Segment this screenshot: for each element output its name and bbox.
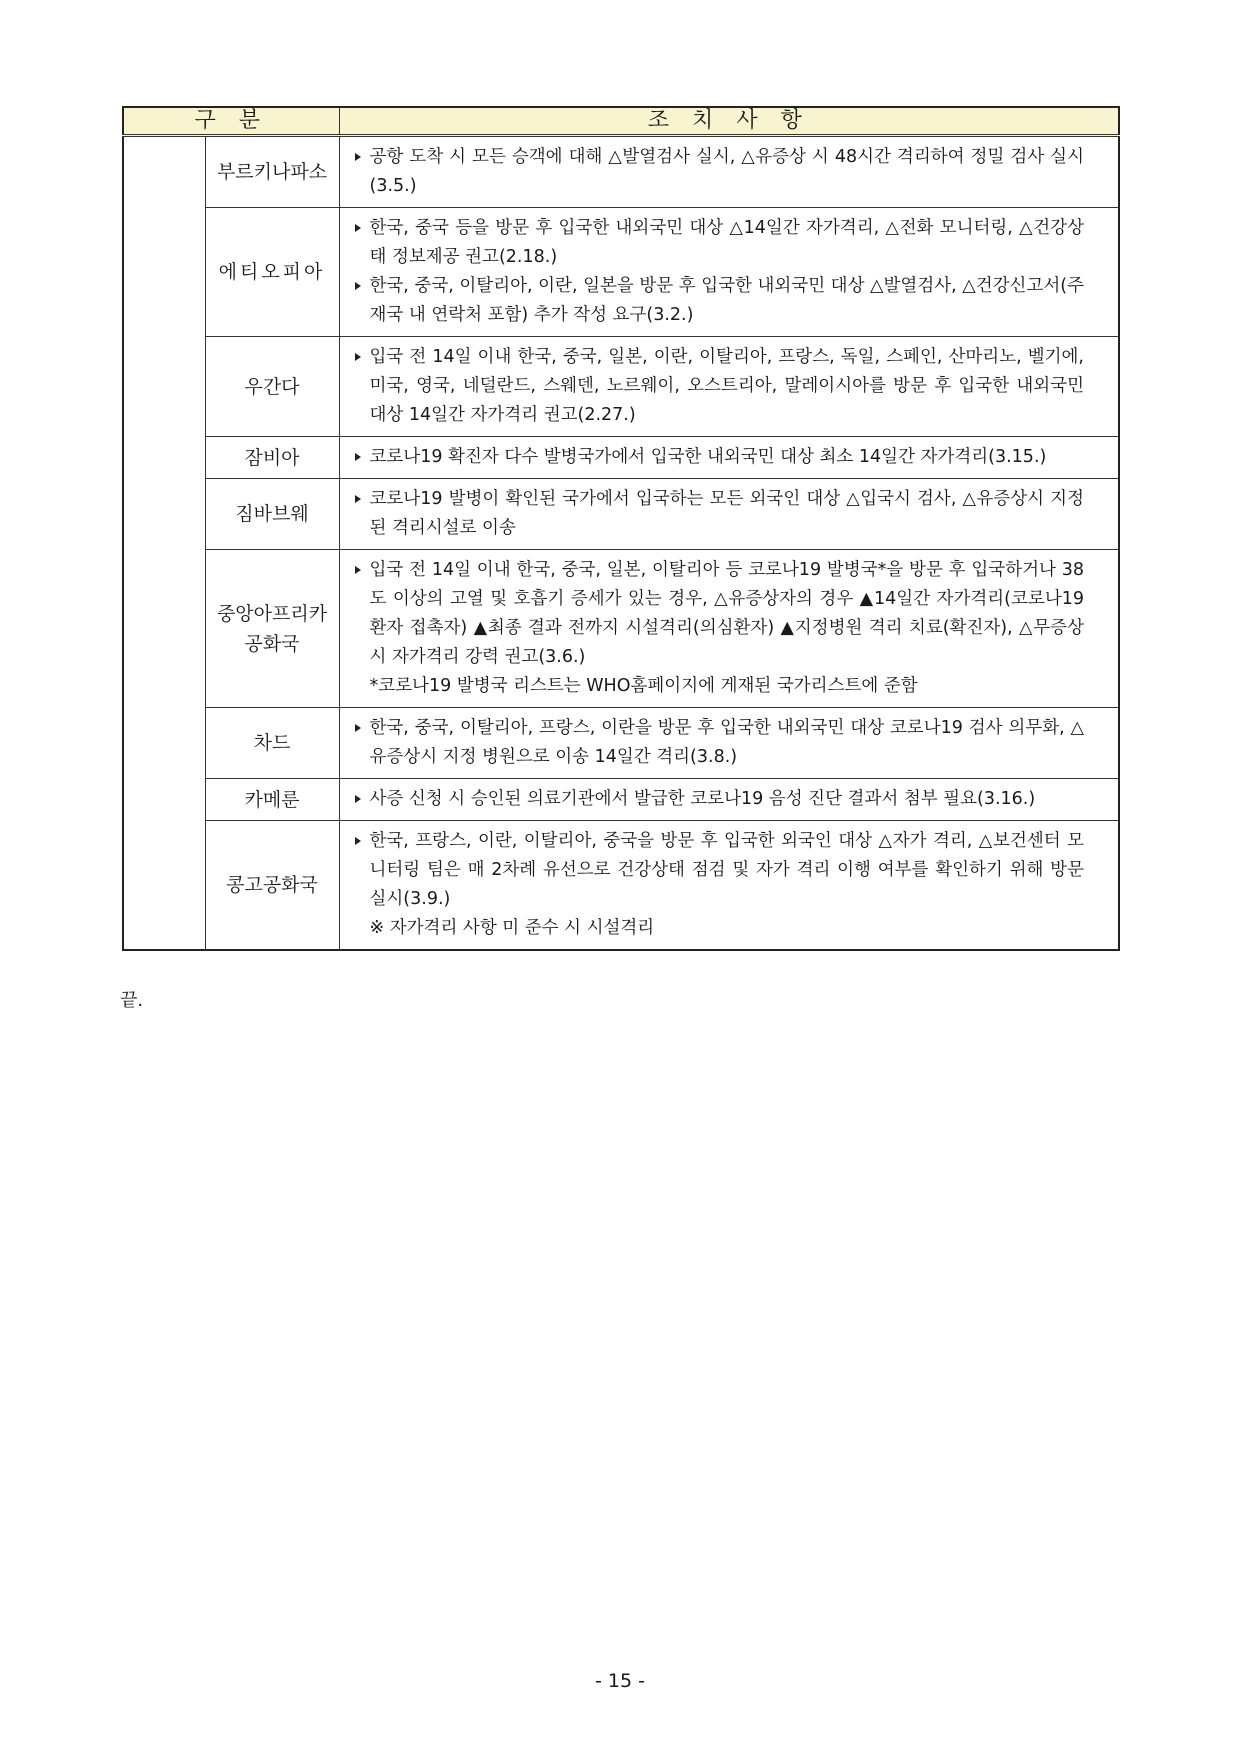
country-name: 차드 (205, 708, 339, 779)
measure-cell (339, 437, 1119, 479)
measure-cell (339, 779, 1119, 821)
table-body (123, 136, 1119, 951)
measure-item: 한국, 중국 등을 방문 후 입국한 내외국민 대상 △14일간 자가격리, △전화 모니터링, △건강상태 정보제공 권고(2.18.) (354, 214, 1085, 272)
measure-item: 입국 전 14일 이내 한국, 중국, 일본, 이탈리아 등 코로나19 발병국*을 방문 후 입국하거나 38도 이상의 고열 및 호흡기 증세가 있는 경우, △유증상자의 경우 ▲14일간 자가격리(코로나19 환자 접촉자) ▲최종 결과 전까지 시설격리(의심환자) ▲지정병원 격리 치료(확진자), △무증상시 자가격리 강력 권고(3.6.) (354, 556, 1085, 672)
header-measures: 조 치 사 항 (339, 107, 1119, 136)
header-category: 구 분 (123, 107, 339, 136)
measure-cell (339, 550, 1119, 708)
table-header-row (123, 107, 1119, 136)
measure-item: 한국, 중국, 이탈리아, 이란, 일본을 방문 후 입국한 내외국민 대상 △발열검사, △건강신고서(주재국 내 연락처 포함) 추가 작성 요구(3.2.) (354, 272, 1085, 330)
measure-cell (339, 136, 1119, 208)
measure-cell (339, 708, 1119, 779)
table-row (123, 208, 1119, 337)
measure-item: 한국, 프랑스, 이란, 이탈리아, 중국을 방문 후 입국한 외국인 대상 △자가 격리, △보건센터 모니터링 팀은 매 2차례 유선으로 건강상태 점검 및 자가 격리 이행 여부를 확인하기 위해 방문 실시(3.9.) (354, 827, 1085, 914)
country-name: 카메룬 (205, 779, 339, 821)
country-name: 에티오피아 (205, 208, 339, 337)
table-row (123, 337, 1119, 437)
country-name: 콩고공화국 (205, 821, 339, 951)
country-measures-table (122, 106, 1120, 951)
table-row (123, 136, 1119, 208)
measure-item: 한국, 중국, 이탈리아, 프랑스, 이란을 방문 후 입국한 내외국민 대상 코로나19 검사 의무화, △유증상시 지정 병원으로 이송 14일간 격리(3.8.) (354, 714, 1085, 772)
measure-item: 코로나19 발병이 확인된 국가에서 입국하는 모든 외국인 대상 △입국시 검사, △유증상시 지정된 격리시설로 이송 (354, 485, 1085, 543)
table-row (123, 708, 1119, 779)
measure-item: 입국 전 14일 이내 한국, 중국, 일본, 이란, 이탈리아, 프랑스, 독일, 스페인, 산마리노, 벨기에, 미국, 영국, 네덜란드, 스웨덴, 노르웨이, 오스트리아, 말레이시아를 방문 후 입국한 내외국민 대상 14일간 자가격리 권고(2.27.) (354, 343, 1085, 430)
table-row (123, 779, 1119, 821)
table-row (123, 821, 1119, 951)
country-name: 잠비아 (205, 437, 339, 479)
measure-cell (339, 208, 1119, 337)
country-name: 짐바브웨 (205, 479, 339, 550)
end-mark: 끝. (120, 990, 144, 1011)
measure-item: 공항 도착 시 모든 승객에 대해 △발열검사 실시, △유증상 시 48시간 격리하여 정밀 검사 실시(3.5.) (354, 143, 1085, 201)
measure-item: 코로나19 확진자 다수 발병국가에서 입국한 내외국민 대상 최소 14일간 자가격리(3.15.) (354, 443, 1085, 472)
table-row (123, 479, 1119, 550)
country-name: 중앙아프리카 공화국 (205, 550, 339, 708)
measure-note: *코로나19 발병국 리스트는 WHO홈페이지에 게재된 국가리스트에 준함 (369, 676, 918, 696)
country-name: 우간다 (205, 337, 339, 437)
region-cell (123, 136, 205, 951)
table-row (123, 437, 1119, 479)
country-name: 부르키나파소 (205, 136, 339, 208)
page-number: - 15 - (595, 1670, 645, 1692)
measure-cell (339, 337, 1119, 437)
table-row (123, 550, 1119, 708)
measure-note: ※ 자가격리 사항 미 준수 시 시설격리 (369, 918, 655, 938)
measure-item: 사증 신청 시 승인된 의료기관에서 발급한 코로나19 음성 진단 결과서 첨부 필요(3.16.) (354, 785, 1085, 814)
measure-cell (339, 479, 1119, 550)
measure-cell (339, 821, 1119, 951)
